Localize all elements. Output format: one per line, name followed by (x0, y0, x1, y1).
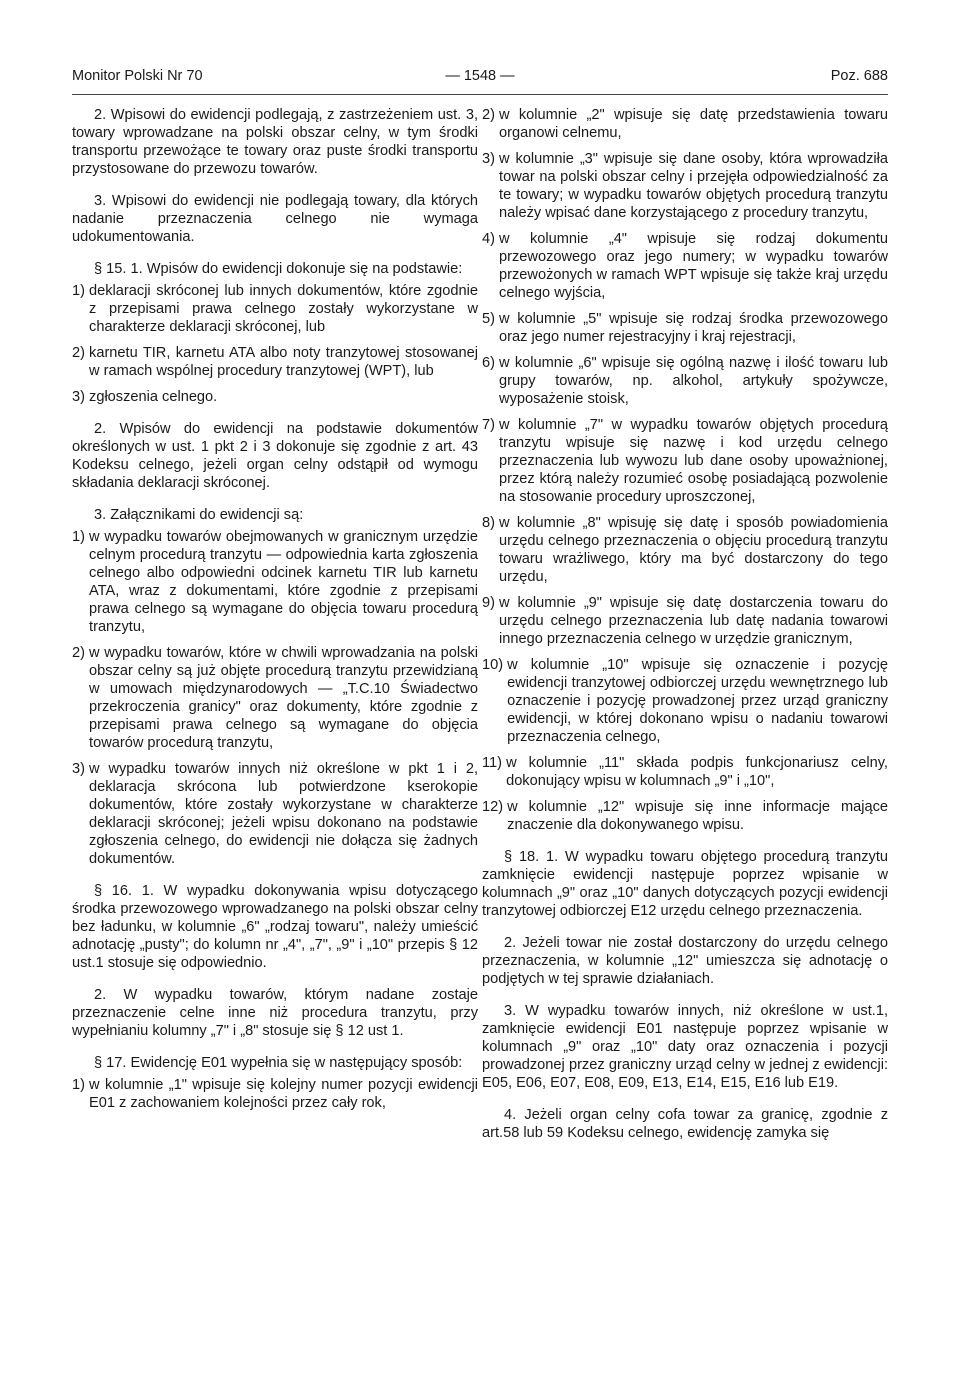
list-item-number: 11) (482, 755, 507, 771)
list-item-text: w kolumnie „9" wpisuje się datę dostarczenia towaru do urzędu celnego przeznaczenia lub datę nadania towarowi innego przeznaczenia celnego w urzędzie granicznym, (499, 595, 888, 647)
list-item-number: 8) (482, 515, 500, 531)
section-18-ust-4: 4. Jeżeli organ celny cofa towar za granicę, zgodnie z art.58 lub 59 Kodeksu celnego, ewidencję zamyka się (482, 1107, 888, 1141)
section-18-ust-3: 3. W wypadku towarów innych, niż określone w ust.1, zamknięcie ewidencji E01 następuje poprzez wpisanie w kolumnach „9" oraz „10" daty oraz oznaczenia i pozycji prowadzonej przez graniczny urząd celny w jednej z ewidencji: E05, E06, E07, E08, E09, E13, E14, E15, E16 lub E19. (482, 1003, 888, 1091)
list-item-number: 3) (72, 389, 90, 405)
list-item (482, 798, 888, 834)
list-item-number: 3) (72, 761, 90, 777)
publication-title: Monitor Polski Nr 70 (72, 68, 203, 84)
list-item (72, 388, 478, 406)
page-header (72, 64, 888, 92)
section-17-list (482, 106, 888, 834)
list-item-number: 1) (72, 529, 90, 545)
list-item (72, 644, 478, 752)
list-item-text: w kolumnie „5" wpisuje się rodzaj środka przewozowego oraz jego numer rejestracyjny i kraj rejestracji, (499, 311, 888, 345)
section-18-ust-1: § 18. 1. W wypadku towaru objętego procedurą tranzytu zamknięcie ewidencji następuje poprzez wpisanie w kolumnach „9" oraz „10" danych dotyczących pozycji ewidencji tranzytowej odbiorczej E12 urzędu celnego przeznaczenia. (482, 849, 888, 919)
list-item (482, 754, 888, 790)
list-item-number: 1) (72, 1077, 90, 1093)
section-15-ust-2: 2. Wpisów do ewidencji na podstawie dokumentów określonych w ust. 1 pkt 2 i 3 dokonuje się zgodnie z art. 43 Kodeksu celnego, jeżeli organ celny odstąpił od wymogu składania deklaracji skróconej. (72, 421, 478, 491)
list-item-number: 1) (72, 283, 90, 299)
list-item-text: w kolumnie „8" wpisuję się datę i sposób powiadomienia urzędu celnego przeznaczenia o objęciu procedurą tranzytu towaru wrażliwego, który ma być dostarczony do tego urzędu, (499, 515, 888, 585)
section-18-ust-2: 2. Jeżeli towar nie został dostarczony do urzędu celnego przeznaczenia, w kolumnie „12" umieszcza się adnotację o podjętych w tej sprawie działaniach. (482, 935, 888, 987)
list-item (72, 760, 478, 868)
section-17-intro: § 17. Ewidencję E01 wypełnia się w następujący sposób: (94, 1055, 463, 1071)
left-column (72, 106, 478, 1120)
list-item-number: 4) (482, 231, 500, 247)
list-item (482, 106, 888, 142)
list-item (482, 150, 888, 222)
list-item-text: w kolumnie „6" wpisuje się ogólną nazwę i ilość towaru lub grupy towarów, np. alkohol, artykuły spożywcze, wyposażenie stoisk, (499, 355, 888, 407)
page-number: — 1548 — (445, 68, 515, 84)
list-item-text: w kolumnie „11" składa podpis funkcjonariusz celny, dokonujący wpisu w kolumnach „9" i „10", (506, 755, 888, 789)
list-item (482, 354, 888, 408)
list-item-number: 10) (482, 657, 508, 673)
list-item-number: 2) (72, 345, 90, 361)
list-item (482, 594, 888, 648)
list-item-number: 9) (482, 595, 500, 611)
list-item-text: karnetu TIR, karnetu ATA albo noty tranzytowej stosowanej w ramach wspólnej procedury tranzytowej (WPT), lub (89, 345, 478, 379)
section-15-list (72, 282, 478, 406)
list-item-text: w kolumnie „1" wpisuje się kolejny numer pozycji ewidencji E01 z zachowaniem kolejności przez cały rok, (89, 1077, 478, 1111)
list-item-text: zgłoszenia celnego. (89, 389, 218, 405)
list-item-text: deklaracji skróconej lub innych dokumentów, które zgodnie z przepisami prawa celnego zostały wykorzystane w charakterze deklaracji skróconej, lub (89, 283, 478, 335)
list-item-number: 12) (482, 799, 508, 815)
section-15-ust-3: 3. Załącznikami do ewidencji są: (94, 507, 304, 523)
list-item (72, 1076, 478, 1112)
list-item (72, 528, 478, 636)
section-16-ust-2: 2. W wypadku towarów, którym nadane zostaje przeznaczenie celne inne niż procedura tranzytu, przy wypełnianiu kolumny „7" i „8" stosuje się § 12 ust 1. (72, 987, 478, 1039)
list-item-text: w kolumnie „4" wpisuje się rodzaj dokumentu przewozowego oraz jego numery; w wypadku towarów przewożonych w ramach WPT wpisuje się także kraj urzędu celnego wyjścia, (499, 231, 888, 301)
list-item-text: w kolumnie „10" wpisuje się oznaczenie i pozycję ewidencji tranzytowej odbiorczej urzędu wewnętrznego lub oznaczenie i pozycję prowadzonej przez urząd graniczny ewidencji, w której dokonano wpisu o nadaniu towarowi przeznaczenia celnego, (507, 657, 888, 745)
list-item-text: w kolumnie „7" w wypadku towarów objętych procedurą tranzytu wpisuje się nazwę i kod urzędu celnego przeznaczenia lub wywozu lub dane osoby upoważnionej, przez którą należy rozumieć osobę posiadającą pozwolenie na stosowanie procedury uproszczonej, (499, 417, 888, 505)
list-item-text: w wypadku towarów, które w chwili wprowadzania na polski obszar celny są już objęte procedurą tranzytu przewidzianą w umowach międzynarodowych — „T.C.10 Świadectwo przekroczenia granicy" oraz dokumenty, które zgodnie z przepisami prawa celnego są wymagane do objęcia towarów procedurą tranzytu, (89, 645, 478, 751)
list-item (482, 310, 888, 346)
attachments-list (72, 528, 478, 868)
header-rule (72, 94, 888, 95)
section-15-intro: § 15. 1. Wpisów do ewidencji dokonuje się na podstawie: (94, 261, 463, 277)
paragraph-ust-2: 2. Wpisowi do ewidencji podlegają, z zastrzeżeniem ust. 3, towary wprowadzane na polski obszar celny, w tym środki transportu przewożące te towary oraz puste środki transportu przystosowane do przewozu towarów. (72, 107, 478, 177)
right-column (482, 106, 888, 1156)
list-item (482, 514, 888, 586)
section-16-ust-1: § 16. 1. W wypadku dokonywania wpisu dotyczącego środka przewozowego wprowadzanego na polski obszar celny bez ładunku, w kolumnie „6" „rodzaj towaru", należy umieścić adnotację „pusty"; do kolumn nr „4", „7", „9" i „10" przepis § 12 ust.1 stosuje się odpowiednio. (72, 883, 478, 971)
list-item (482, 230, 888, 302)
list-item (72, 344, 478, 380)
list-item-number: 3) (482, 151, 500, 167)
list-item-text: w kolumnie „3" wpisuje się dane osoby, która wprowadziła towar na polski obszar celny i przejęła odpowiedzialność za te towary; w wypadku towarów objętych procedurą tranzytu należy wpisać dane korzystającego z procedury tranzytu, (499, 151, 888, 221)
list-item-number: 2) (72, 645, 90, 661)
list-item-text: w wypadku towarów obejmowanych w granicznym urzędzie celnym procedurą tranzytu — odpowiednia karta zgłoszenia celnego albo odpowiedni odcinek karnetu TIR lub karnetu ATA, wraz z dokumentami, które zgodnie z przepisami prawa celnego są wymagane do objęcia towaru procedurą tranzytu, (89, 529, 478, 635)
list-item-number: 7) (482, 417, 500, 433)
list-item (482, 656, 888, 746)
list-item-text: w kolumnie „2" wpisuje się datę przedstawienia towaru organowi celnemu, (499, 107, 888, 141)
list-item-number: 5) (482, 311, 500, 327)
list-item-text: w wypadku towarów innych niż określone w pkt 1 i 2, deklaracja skrócona lub potwierdzone kserokopie dokumentów, które zostały wykorzystane w charakterze deklaracji skróconej; jeżeli wpisu dokonano na podstawie zgłoszenia celnego, do ewidencji nie dołącza się żadnych dokumentów. (89, 761, 478, 867)
list-item (72, 282, 478, 336)
paragraph-ust-3: 3. Wpisowi do ewidencji nie podlegają towary, dla których nadanie przeznaczenia celnego nie wymaga udokumentowania. (72, 193, 478, 245)
list-item-number: 6) (482, 355, 500, 371)
list-item (482, 416, 888, 506)
list-item-text: w kolumnie „12" wpisuje się inne informacje mające znaczenie dla dokonywanego wpisu. (507, 799, 888, 833)
list-item-number: 2) (482, 107, 500, 123)
position-number: Poz. 688 (830, 68, 888, 84)
